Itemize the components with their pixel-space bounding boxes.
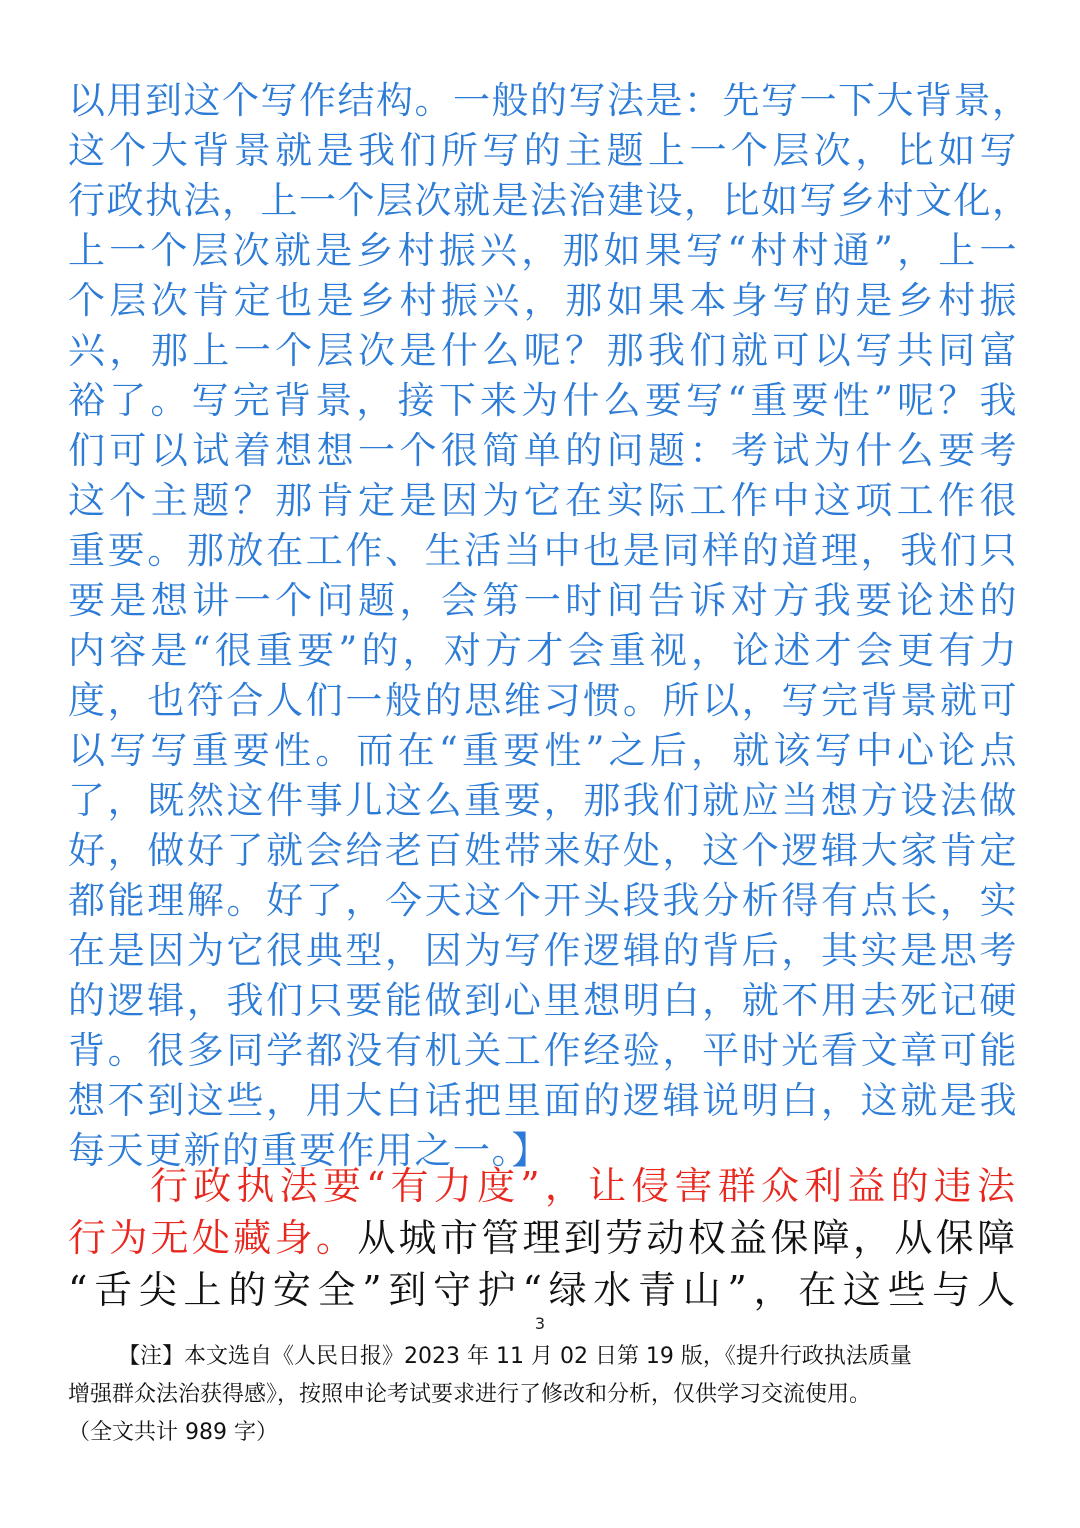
note-line: 增强群众法治获得感》，按照申论考试要求进行了修改和分析，仅供学习交流使用。: [68, 1382, 872, 1407]
highlight-sentence: 行政执法要“有力度”，让侵害群众利益的违法: [150, 1164, 1018, 1208]
analysis-line: 背。很多同学都没有机关工作经验，平时光看文章可能: [68, 1029, 1018, 1072]
analysis-line: 行政执法，上一个层次就是法治建设，比如写乡村文化，: [68, 179, 1031, 222]
source-note: [68, 1338, 1018, 1452]
analysis-line: 这个主题？那肯定是因为它在实际工作中这项工作很: [68, 479, 1018, 522]
analysis-line: 个层次肯定也是乡村振兴，那如果本身写的是乡村振: [68, 279, 1018, 322]
analysis-line: 每天更新的重要作用之一。】: [68, 1129, 550, 1172]
analysis-line: 度，也符合人们一般的思维习惯。所以，写完背景就可: [68, 679, 1018, 722]
analysis-line: 好，做好了就会给老百姓带来好处，这个逻辑大家肯定: [68, 829, 1018, 872]
analysis-line: 重要。那放在工作、生活当中也是同样的道理，我们只: [68, 529, 1018, 572]
analysis-line: 这个大背景就是我们所写的主题上一个层次，比如写: [68, 129, 1018, 172]
article-text: 从城市管理到劳动权益保障，从保障: [357, 1216, 1018, 1260]
analysis-line: 们可以试着想想一个很简单的问题：考试为什么要考: [68, 429, 1018, 472]
analysis-line: 裕了。写完背景，接下来为什么要写“重要性”呢？我: [68, 379, 1018, 422]
analysis-line: 的逻辑，我们只要能做到心里想明白，就不用去死记硬: [68, 979, 1018, 1022]
analysis-line: 以用到这个写作结构。一般的写法是：先写一下大背景，: [68, 79, 1031, 122]
analysis-line: 都能理解。好了，今天这个开头段我分析得有点长，实: [68, 879, 1018, 922]
analysis-line: 要是想讲一个问题，会第一时间告诉对方我要论述的: [68, 579, 1018, 622]
note-word-count: （全文共计 989 字）: [68, 1420, 278, 1445]
analysis-line: 以写写重要性。而在“重要性”之后，就该写中心论点: [68, 729, 1018, 772]
article-paragraph: [68, 1160, 1018, 1316]
article-line: “舌尖上的安全”到守护“绿水青山”，在这些与人: [68, 1268, 1018, 1312]
page-number: 3: [534, 1314, 546, 1333]
analysis-line: 内容是“很重要”的，对方才会重视，论述才会更有力: [68, 629, 1018, 672]
highlight-sentence-end: 行为无处藏身。: [68, 1216, 358, 1260]
analysis-line: 想不到这些，用大白话把里面的逻辑说明白，这就是我: [68, 1079, 1018, 1122]
article-line: [68, 1212, 1018, 1264]
analysis-line: 在是因为它很典型，因为写作逻辑的背后，其实是思考: [68, 929, 1018, 972]
analysis-line: 兴，那上一个层次是什么呢？那我们就可以写共同富: [68, 329, 1018, 372]
note-line: 【注】本文选自《人民日报》2023 年 11 月 02 日第 19 版，《提升行政执法质量: [118, 1344, 912, 1369]
analysis-paragraph: [68, 76, 1031, 1176]
analysis-line: 了，既然这件事儿这么重要，那我们就应当想方设法做: [68, 779, 1018, 822]
analysis-line: 上一个层次就是乡村振兴，那如果写“村村通”，上一: [68, 229, 1018, 272]
